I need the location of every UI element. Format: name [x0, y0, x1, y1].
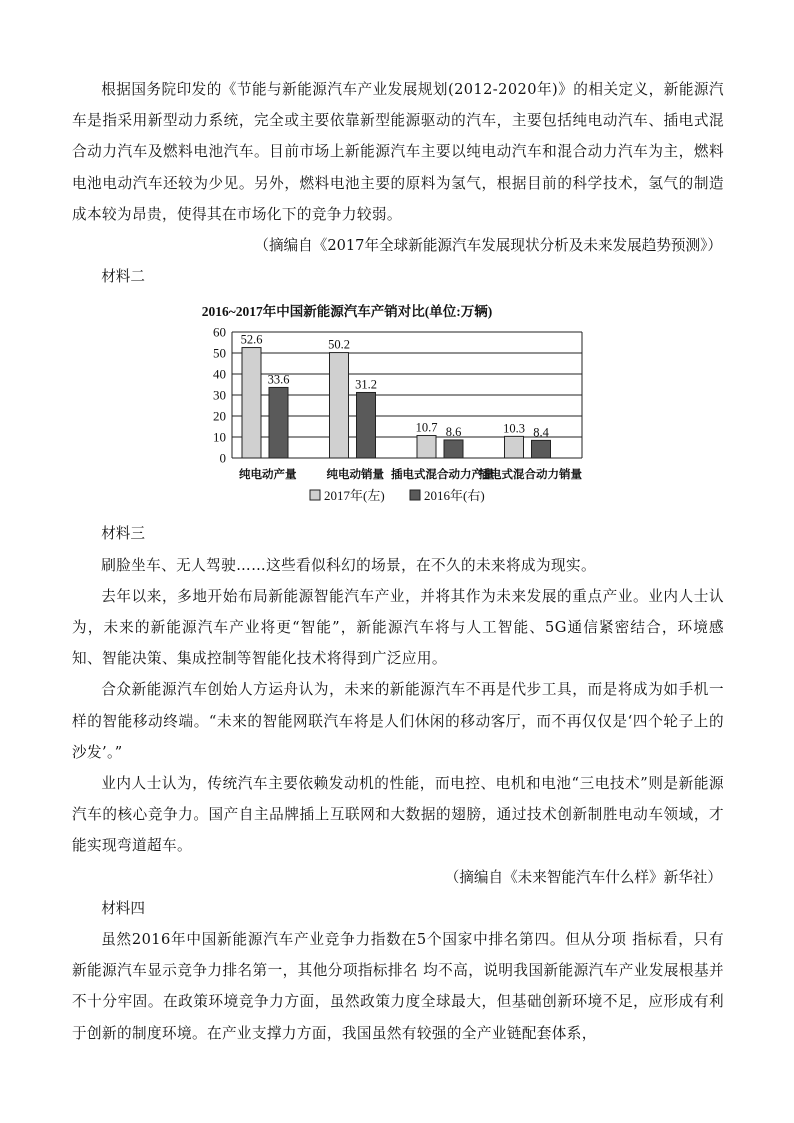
legend-swatch — [310, 490, 320, 500]
chart-svg — [72, 296, 724, 516]
bar-2017 — [505, 437, 524, 459]
data-label: 8.4 — [533, 425, 549, 440]
data-label: 10.7 — [415, 420, 438, 435]
data-label: 50.2 — [328, 338, 350, 353]
chart-title: 2016~2017年中国新能源汽车产销对比(单位:万辆) — [201, 304, 493, 320]
bar-2017 — [330, 353, 349, 458]
data-label: 8.6 — [445, 425, 462, 440]
bar-chart — [72, 296, 724, 516]
material4-heading: 材料四 — [101, 899, 145, 917]
bar-2016 — [357, 393, 376, 459]
legend-swatch — [410, 490, 420, 500]
y-tick-label: 50 — [213, 345, 226, 361]
y-tick-label: 10 — [213, 429, 226, 445]
bar-2016 — [444, 440, 463, 458]
x-tick-label: 纯电动销量 — [326, 469, 384, 482]
data-label: 52.6 — [240, 332, 263, 347]
y-tick-label: 40 — [213, 366, 226, 382]
material2-heading: 材料二 — [101, 268, 145, 286]
material1-paragraph: 根据国务院印发的《节能与新能源汽车产业发展规划(2012-2020年)》的相关定义，新能源汽车是指采用新型动力系统，完全或主要依靠新型能源驱动的汽车，主要包括纯电动汽车、插电式混合动力汽车及燃料电池汽车。目前市场上新能源汽车主要以纯电动汽车和混合动力汽车为主，燃料电池电动汽车还较为少见。另外，燃料电池主要的原料为氢气，根据目前的科学技术，氢气的制造成本较为昂贵，使得其在市场化下的竞争力较弱。 — [72, 81, 724, 223]
legend-label: 2016年(右) — [424, 488, 485, 504]
material4-paragraph: 虽然2016年中国新能源汽车产业竞争力指数在5个国家中排名第四。但从分项 指标看，只有新能源汽车显示竞争力排名第一，其他分项指标排名 均不高，说明我国新能源汽车产业发展根基并不十分牢固。在政策环境竞争力方面，虽然政策力度全球最大，但基础创新环境不足，应形成有利于创新的制度环境。在产业支撑力方面，我国虽然有较强的全产业链配套体系， — [72, 931, 724, 1042]
x-tick-label: 纯电动产量 — [239, 469, 297, 482]
material3-source: （摘编自《未来智能汽车什么样》新华社） — [444, 868, 722, 886]
data-label: 31.2 — [355, 377, 377, 392]
y-tick-label: 60 — [213, 324, 226, 340]
material3-heading: 材料三 — [101, 525, 145, 543]
bar-2017 — [417, 436, 436, 458]
y-tick-label: 30 — [213, 387, 226, 403]
material3-paragraph-2: 去年以来，多地开始布局新能源智能汽车产业，并将其作为未来发展的重点产业。业内人士认为，未来的新能源汽车产业将更“智能”，新能源汽车将与人工智能、5G通信紧密结合，环境感知、智能决策、集成控制等智能化技术将得到广泛应用。 — [72, 587, 724, 668]
data-label: 33.6 — [267, 372, 290, 387]
x-tick-label: 插电式混合动力销量 — [478, 469, 582, 482]
bar-2017 — [242, 348, 261, 458]
material3-paragraph-4: 业内人士认为，传统汽车主要依赖发动机的性能，而电控、电机和电池“三电技术”则是新能源汽车的核心竞争力。国产自主品牌插上互联网和大数据的翅膀，通过技术创新制胜电动车领域，才能实现弯道超车。 — [72, 775, 724, 855]
material3-paragraph-1: 刷脸坐车、无人驾驶……这些看似科幻的场景，在不久的未来将成为现实。 — [101, 556, 596, 574]
y-tick-label: 0 — [219, 450, 226, 466]
material1-source: （摘编自《2017年全球新能源汽车发展现状分析及未来发展趋势预测》） — [254, 237, 722, 255]
material3-paragraph-3: 合众新能源汽车创始人方运舟认为，未来的新能源汽车不再是代步工具，而是将成为如手机一样的智能移动终端。“未来的智能网联汽车将是人们休闲的移动客厅，而不再仅仅是‘四个轮子上的沙发’。” — [72, 681, 724, 761]
document-page — [72, 74, 724, 1049]
bar-2016 — [269, 388, 288, 459]
bar-2016 — [532, 441, 551, 459]
legend-label: 2017年(左) — [324, 488, 385, 504]
data-label: 10.3 — [503, 421, 525, 436]
x-tick-label: 插电式混合动力产量 — [391, 469, 495, 482]
y-tick-label: 20 — [213, 408, 226, 424]
